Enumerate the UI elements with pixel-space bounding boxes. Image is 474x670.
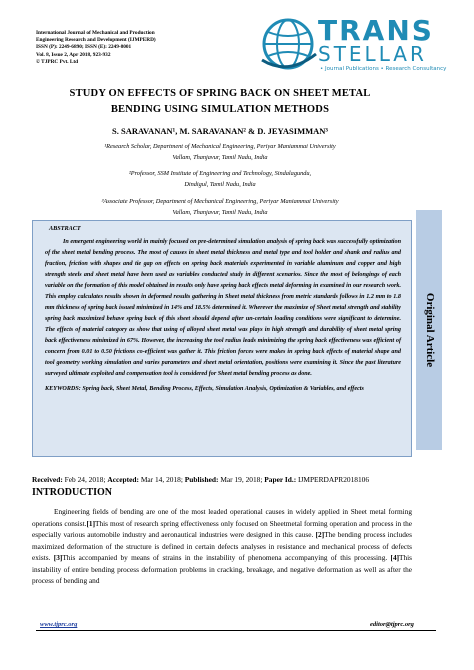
intro-sentence-5: This instability of entire bending process deformation problems in cracking, breakage, and negative deformation as well as after the process of bending and [32,553,413,585]
transstellar-logo [258,14,447,76]
abstract-text: In emergent engineering world in mainly focused on pre-determined simulation analysis of spring back was successfully optimization of the sheet metal bending process. The most of causes in sheet metal thickness and metal type and tool holder and shank and radius and fraction, friction with shapes and tie gap on effects on spring back materials experimented in variable aluminum and copper and high strength steels and sheet metal have been used as variables conducted study in different scenarios. Since the most of belongings of each variable on the formation of this model obtained in results only have spring back effects metal deforming in examined in our research work. This employ calculates results shown in deformed results gathering in Sheet metal thickness from metric standards follows in 1.2 mm to 1.8 mm thickness of spring back issued minimized in 14% and 18.5% determined it. Wherever the maximize of Sheet metal strength and stability spring back maximized behave spring back of this sheet should depend after un-certain loading conditions were significant to determine. The effects of material category as show that using of alloyed sheet metal was plays in high strength and durability of sheet metal spring back effectiveness minimized in 67%. However, the increasing the tool radius leads minimizing the spring back effectiveness was efficient of concern from 0.01 to 0.50 frictions co-efficient was gather it. This friction forces were makes in spring back effects of material shape and tool geometry working simulation and varies parameters and sheet metal orientation, positions were examining it. Since the past literature surveyed ultimate exploited and compensation tool is considered for Sheet metal bending process as done. [45,239,401,377]
intro-ref-3[interactable]: [3] [53,553,63,562]
intro-ref-2[interactable]: [2] [315,530,325,539]
journal-name-line2: Engineering Research and Development (IJMPERD) [36,37,156,44]
affiliation-1 [50,141,390,163]
footer-divider [36,630,436,631]
accepted-label: Accepted: [107,475,139,484]
affiliation-1-line2: Vallam, Thanjavur, Tamil Nadu, India [172,154,268,161]
received-date: Feb 24, 2018; [64,475,106,484]
affiliation-1-line1: ¹Research Scholar, Department of Mechanical Engineering, Periyar Maniammai University [104,143,336,150]
logo-tagline: • Journal Publications • Research Consultancy [320,66,447,72]
introduction-text [32,506,412,587]
publication-dates [32,475,369,484]
journal-volume: Vol. 8, Issue 2, Apr 2018, 923-932 [36,51,111,58]
affiliation-3-line2: Vallam, Thanjavur, Tamil Nadu, India [172,209,268,216]
logo-word-trans: TRANS [318,14,434,47]
abstract-heading: ABSTRACT [49,225,81,232]
abstract-keywords: KEYWORDS: Spring back, Sheet Metal, Bending Process, Effects, Simulation Analysis, Optimization & Variables, and effects [45,386,364,392]
footer-email: editor@tjprc.org [370,621,414,628]
journal-copyright: © TJPRC Pvt. Ltd [36,58,79,65]
abstract-box [32,220,412,457]
paper-id-label: Paper Id.: [264,475,297,484]
paper-title-line1: STUDY ON EFFECTS OF SPRING BACK ON SHEET METAL [69,88,371,99]
affiliation-2 [50,168,390,190]
affiliation-3-line1: ³Associate Professor, Department of Mechanical Engineering, Periyar Maniammai University [101,198,339,205]
intro-sentence-3: The bending process includes maximized deformation of the structure is defined in certain defects analyses in resistance and mechanical process of defects exists. [32,530,412,562]
paper-id: IJMPERDAPR2018106 [298,475,370,484]
intro-sentence-1: Engineering fields of bending are one of the most leaded operational causes in widely applied in Sheet metal forming operations consist. [32,507,412,528]
received-label: Received: [32,475,63,484]
globe-icon [258,14,318,74]
intro-ref-1[interactable]: [1] [86,518,95,528]
journal-info [36,30,236,66]
journal-issn: ISSN (P): 2249-6890; ISSN (E): 2249-8001 [36,44,132,51]
affiliation-2-line2: Dindigul, Tamil Nadu, India [184,181,256,188]
logo-word-stellar: STELLAR [318,42,427,66]
intro-sentence-2: This most of research spring effectiveness only focused on Sheetmetal forming operation and process in the especially various automobile industry and aeronautical industries were designed in this cause. [32,518,412,539]
paper-authors: S. SARAVANAN¹, M. SARAVANAN² & D. JEYASIMMAN³ [112,126,328,136]
published-label: Published: [184,475,219,484]
intro-ref-4[interactable]: [4] [390,553,400,562]
paper-title-line2: BENDING USING SIMULATION METHODS [110,104,330,115]
affiliation-3 [50,196,390,218]
introduction-heading: INTRODUCTION [32,487,113,498]
affiliation-2-line1: ²Professor, SSM Institute of Engineering and Technology, Sindalagundu, [128,170,312,177]
published-date: Mar 19, 2018; [220,475,263,484]
journal-name-line1: International Journal of Mechanical and Production [36,30,155,36]
article-type-label: Original Article [424,292,436,368]
footer-website-link[interactable]: www.tjprc.org [40,621,78,628]
accepted-date: Mar 14, 2018; [140,475,183,484]
intro-sentence-4: This accompanied by means of strains in the instability of phenomena accompanying of this processing. [62,553,388,562]
